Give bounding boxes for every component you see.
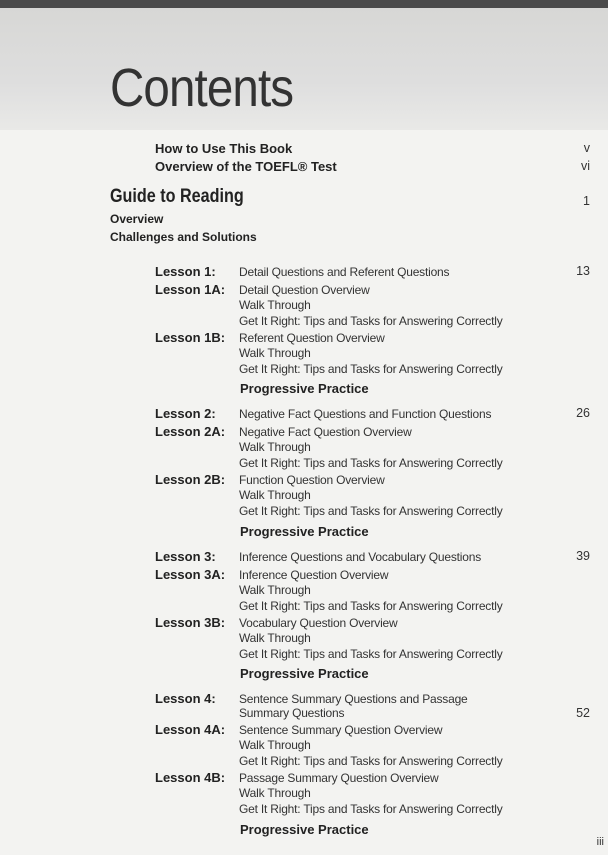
lesson-label: Lesson 2A:	[155, 424, 226, 439]
page-number: 13	[576, 264, 590, 278]
lesson-line: Vocabulary Question Overview	[239, 616, 398, 630]
lesson-label: Lesson 4B:	[155, 770, 226, 785]
lesson-line: Get It Right: Tips and Tasks for Answering Correctly	[239, 647, 503, 661]
page-number: 52	[576, 706, 590, 720]
section-subitem-challenges: Challenges and Solutions	[110, 230, 257, 244]
page-number: 39	[576, 549, 590, 563]
lesson-label: Lesson 1:	[155, 264, 216, 279]
lesson-line: Negative Fact Question Overview	[239, 425, 412, 439]
lesson-line: Walk Through	[239, 488, 311, 502]
lesson-label: Lesson 2B:	[155, 472, 226, 487]
header-band	[0, 8, 608, 130]
page-folio: iii	[596, 836, 604, 848]
lesson-label: Lesson 3A:	[155, 567, 226, 582]
lesson-line: Passage Summary Question Overview	[239, 771, 439, 785]
lesson-line: Walk Through	[239, 738, 311, 752]
page-number: 1	[583, 194, 590, 208]
lesson-line: Detail Questions and Referent Questions	[239, 265, 450, 279]
lesson-line: Sentence Summary Question Overview	[239, 723, 443, 737]
lesson-line: Get It Right: Tips and Tasks for Answering Correctly	[239, 599, 503, 613]
lesson-label: Lesson 1A:	[155, 282, 226, 297]
lesson-label: Lesson 4A:	[155, 722, 226, 737]
progressive-practice: Progressive Practice	[240, 822, 369, 837]
lesson-line: Referent Question Overview	[239, 331, 385, 345]
lesson-line: Get It Right: Tips and Tasks for Answering Correctly	[239, 362, 503, 376]
page-number: vi	[580, 159, 590, 173]
lesson-line: Walk Through	[239, 786, 311, 800]
lesson-line: Sentence Summary Questions and Passage	[239, 692, 468, 706]
progressive-practice: Progressive Practice	[240, 524, 369, 539]
lesson-line: Walk Through	[239, 298, 311, 312]
lesson-line: Summary Questions	[239, 706, 345, 720]
lesson-line: Get It Right: Tips and Tasks for Answering Correctly	[239, 504, 503, 518]
progressive-practice: Progressive Practice	[240, 666, 369, 681]
section-title: Guide to Reading	[110, 186, 244, 207]
lesson-label: Lesson 4:	[155, 691, 216, 706]
lesson-line: Get It Right: Tips and Tasks for Answering Correctly	[239, 754, 503, 768]
toc-entry-how-to-use: How to Use This Book	[155, 141, 293, 156]
lesson-line: Negative Fact Questions and Function Questions	[239, 407, 492, 421]
top-edge-bar	[0, 0, 608, 8]
page-number: 26	[576, 406, 590, 420]
lesson-line: Walk Through	[239, 583, 311, 597]
lesson-label: Lesson 3:	[155, 549, 216, 564]
lesson-line: Get It Right: Tips and Tasks for Answering Correctly	[239, 802, 503, 816]
lesson-line: Walk Through	[239, 631, 311, 645]
lesson-line: Inference Question Overview	[239, 568, 389, 582]
lesson-line: Inference Questions and Vocabulary Questions	[239, 550, 482, 564]
lesson-line: Walk Through	[239, 346, 311, 360]
page-title: Contents	[110, 58, 294, 118]
lesson-line: Walk Through	[239, 440, 311, 454]
lesson-line: Function Question Overview	[239, 473, 385, 487]
lesson-line: Get It Right: Tips and Tasks for Answering Correctly	[239, 456, 503, 470]
lesson-label: Lesson 1B:	[155, 330, 226, 345]
progressive-practice: Progressive Practice	[240, 381, 369, 396]
section-subitem-overview: Overview	[110, 212, 164, 226]
lesson-line: Get It Right: Tips and Tasks for Answering Correctly	[239, 314, 503, 328]
lesson-line: Detail Question Overview	[239, 283, 370, 297]
page-number: v	[583, 141, 590, 155]
toc-entry-toefl-overview: Overview of the TOEFL® Test	[155, 159, 337, 174]
lesson-label: Lesson 2:	[155, 406, 216, 421]
lesson-label: Lesson 3B:	[155, 615, 226, 630]
